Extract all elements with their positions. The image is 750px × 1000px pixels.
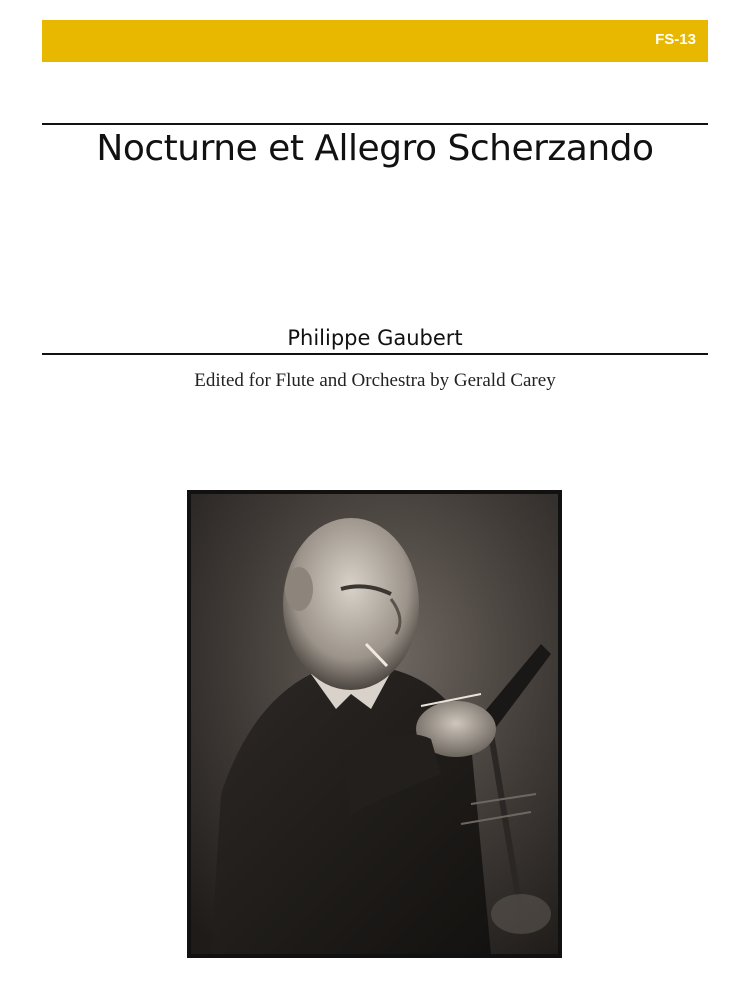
composer-name: Philippe Gaubert: [287, 326, 463, 350]
composer-portrait-photo: [191, 494, 558, 954]
edition-note: Edited for Flute and Orchestra by Gerald Carey: [194, 370, 556, 391]
catalog-code: FS-13: [655, 31, 696, 48]
top-banner: [42, 20, 708, 62]
composer-rule: [42, 353, 708, 355]
page-title: Nocturne et Allegro Scherzando: [96, 128, 654, 169]
title-top-rule: [42, 123, 708, 125]
portrait-frame: [187, 490, 562, 958]
